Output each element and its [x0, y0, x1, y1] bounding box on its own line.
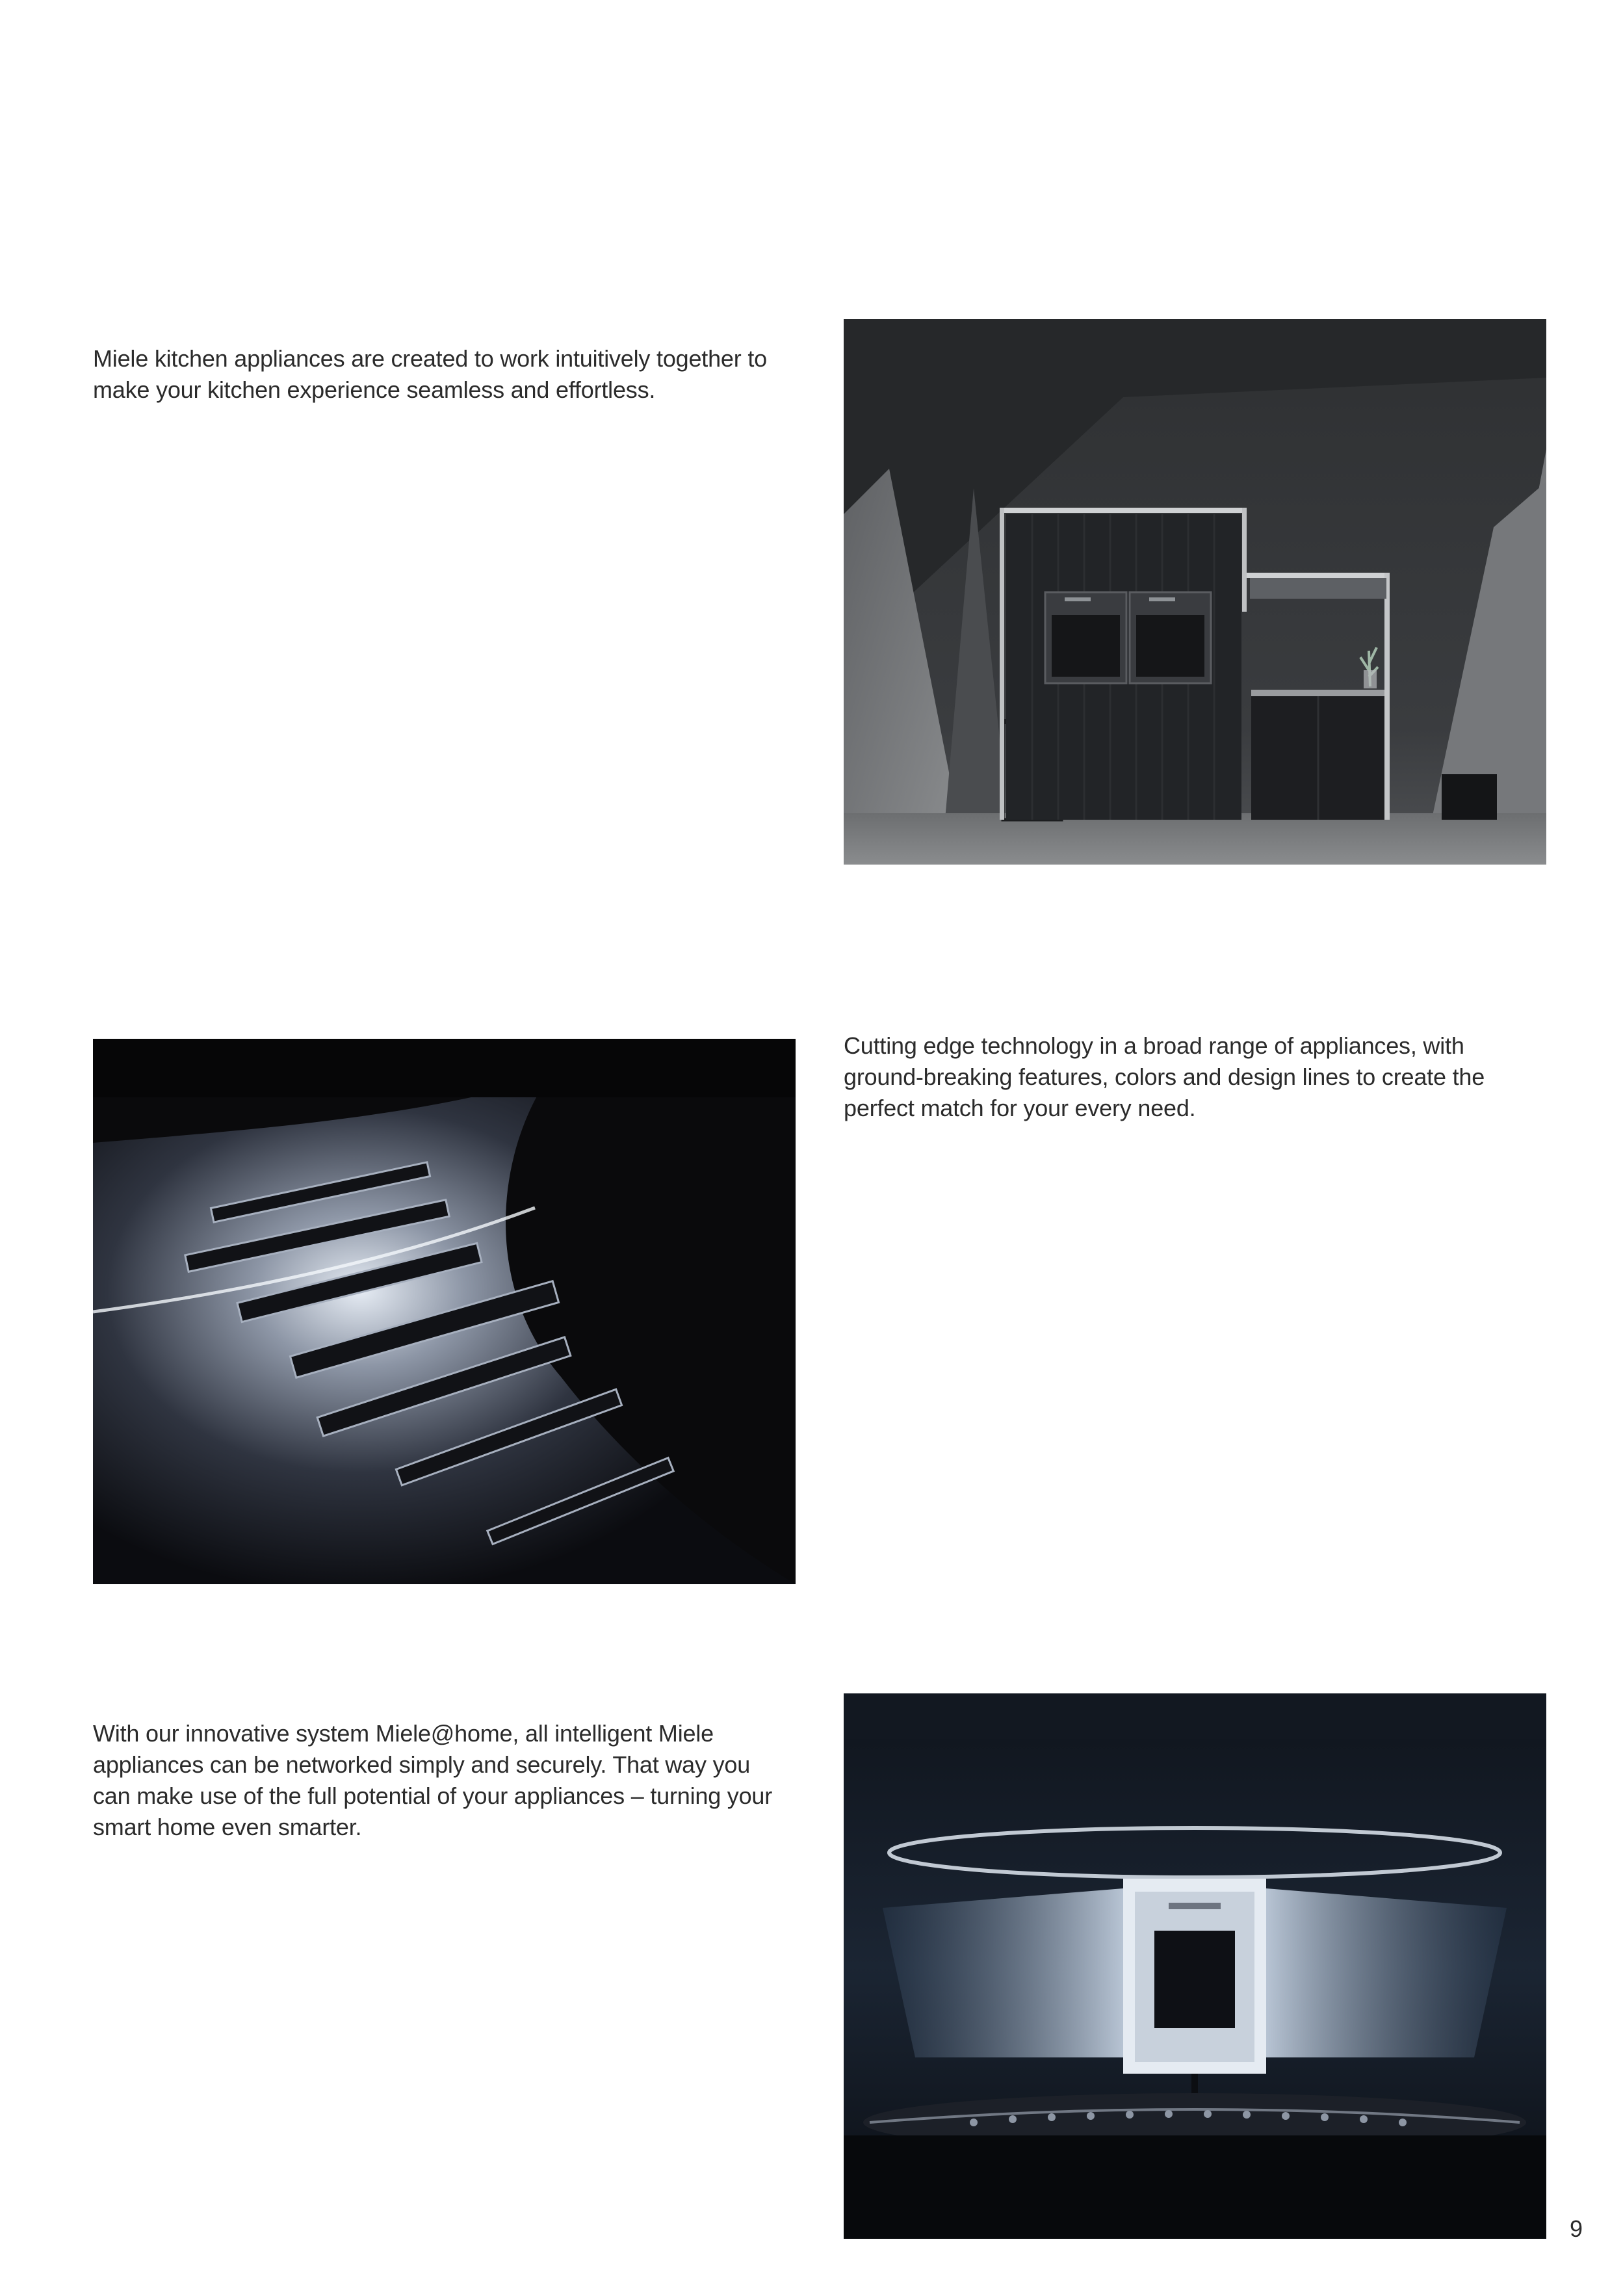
- connected-oven-photo: [844, 1693, 1546, 2239]
- appliance-handles-photo: [93, 1039, 796, 1584]
- technology-paragraph: [844, 1030, 1546, 1124]
- kitchen-installation-photo: [844, 319, 1546, 865]
- intro-paragraph-text: Miele kitchen appliances are created to work intuitively together to make your kitchen experience seamless and effortless.: [93, 345, 767, 403]
- connectivity-paragraph: [93, 1718, 782, 1843]
- intro-paragraph: [93, 343, 782, 406]
- connectivity-paragraph-text: With our innovative system Miele@home, all intelligent Miele appliances can be networked simply and securely. That way you can make use of the full potential of your appliances – turning your smart home even smarter.: [93, 1720, 773, 1840]
- page-number: 9: [1569, 2215, 1583, 2242]
- technology-paragraph-text: Cutting edge technology in a broad range of appliances, with ground-breaking features, colors and design lines to create the perfect match for your every need.: [844, 1032, 1485, 1121]
